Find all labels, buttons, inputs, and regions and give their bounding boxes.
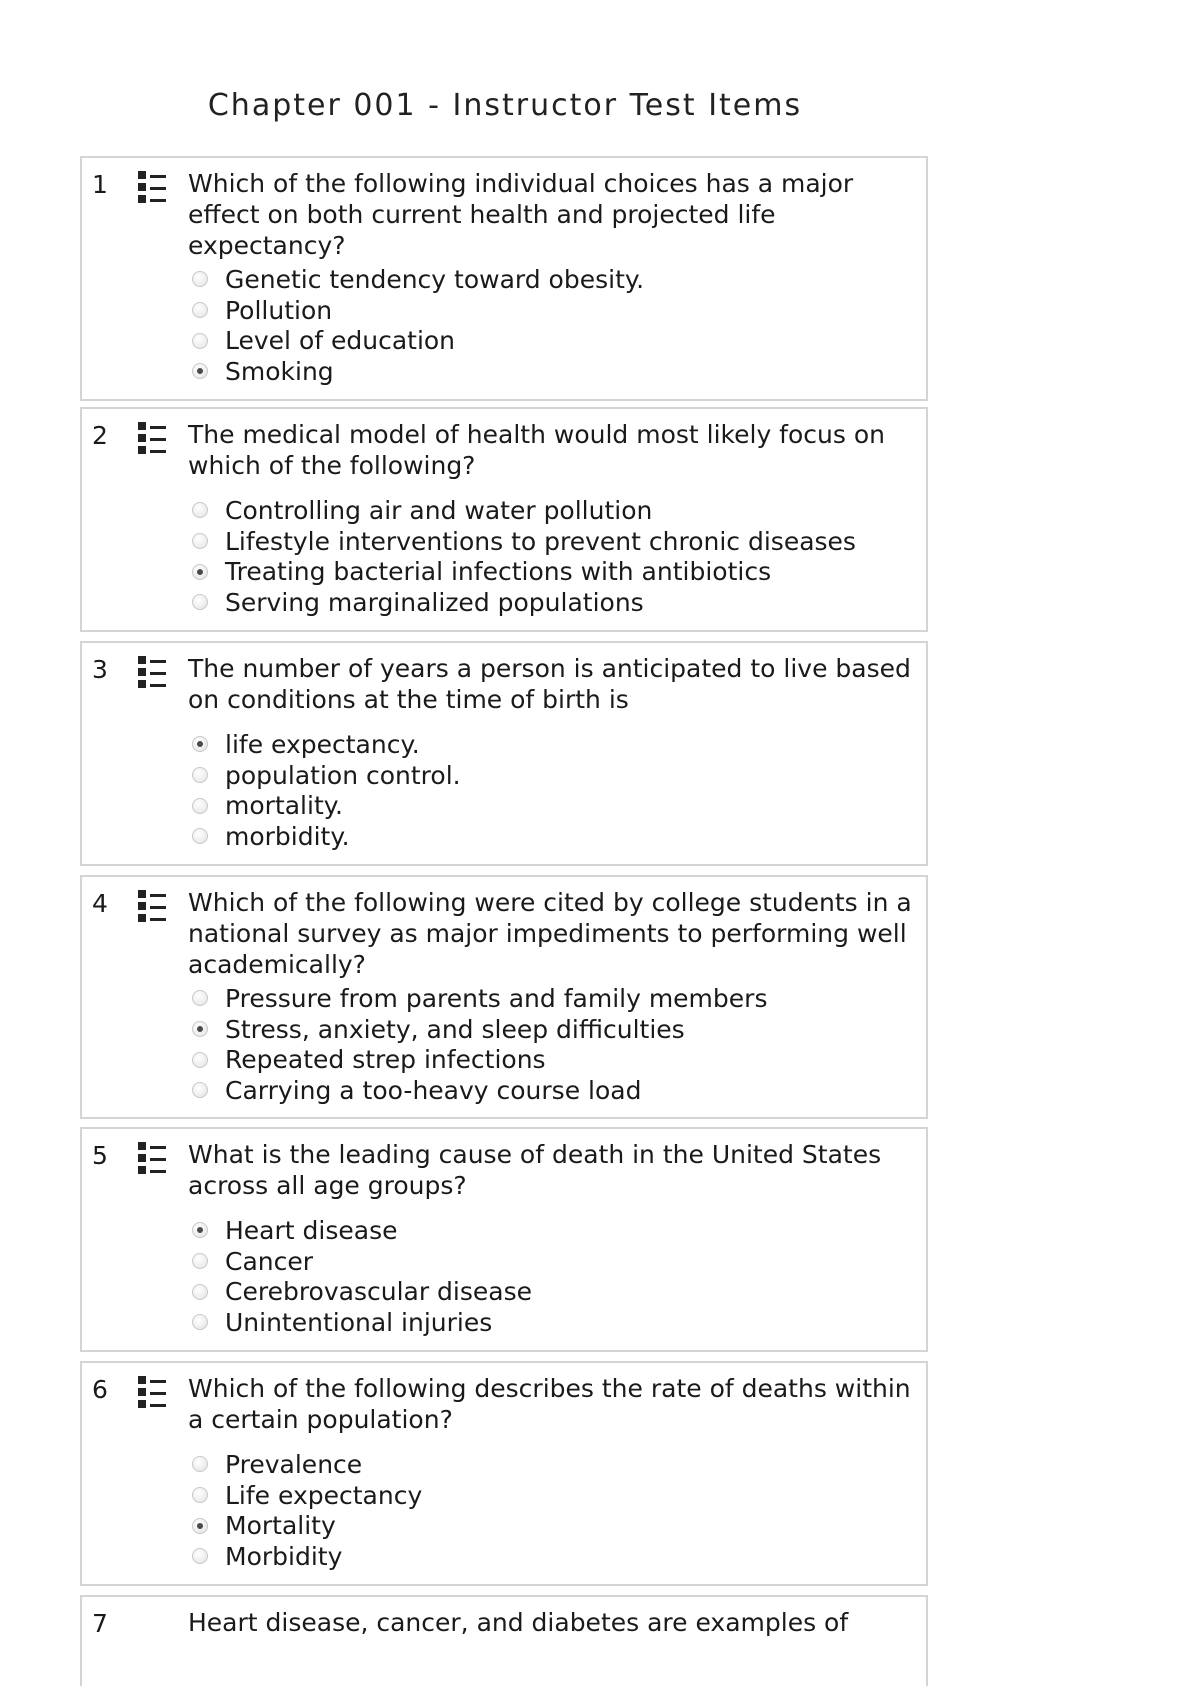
answer-option[interactable]: [192, 729, 461, 760]
answer-option[interactable]: [192, 295, 644, 326]
multiple-choice-icon: [136, 656, 176, 700]
option-label: Repeated strep infections: [225, 1045, 546, 1075]
option-label: Lifestyle interventions to prevent chronic diseases: [225, 526, 856, 556]
radio-button[interactable]: [192, 1082, 208, 1098]
answer-option[interactable]: [192, 1480, 422, 1511]
radio-button[interactable]: [192, 767, 208, 783]
answer-option[interactable]: [192, 1044, 767, 1075]
answer-option[interactable]: [192, 1541, 422, 1572]
multiple-choice-icon: [136, 1376, 176, 1420]
question-number: 6: [92, 1375, 108, 1404]
question-card: [80, 875, 928, 1119]
answer-option[interactable]: [192, 1510, 422, 1541]
radio-button[interactable]: [192, 1548, 208, 1564]
option-label: Morbidity: [225, 1541, 343, 1571]
question-text: Which of the following describes the rate of deaths within a certain population?: [188, 1374, 911, 1434]
multiple-choice-icon: [136, 171, 176, 215]
radio-button[interactable]: [192, 1487, 208, 1503]
question-number: 5: [92, 1141, 108, 1170]
option-label: Heart disease: [225, 1215, 398, 1245]
radio-button-selected[interactable]: [192, 736, 208, 752]
answer-options: [192, 983, 767, 1106]
question-card: [80, 1361, 928, 1586]
question-number: 2: [92, 421, 108, 450]
question-number: 4: [92, 889, 108, 918]
answer-option[interactable]: [192, 1449, 422, 1480]
option-label: Cerebrovascular disease: [225, 1277, 533, 1307]
option-label: morbidity.: [225, 821, 350, 851]
question-number: 1: [92, 170, 108, 199]
answer-option[interactable]: [192, 356, 644, 387]
question-text: Heart disease, cancer, and diabetes are examples of: [188, 1608, 849, 1637]
question-card: [80, 641, 928, 866]
option-label: Stress, anxiety, and sleep difficulties: [225, 1014, 685, 1044]
option-label: Mortality: [225, 1511, 336, 1541]
question-text: Which of the following were cited by college students in a national survey as major impediments to performing well academically?: [188, 888, 912, 979]
option-label: population control.: [225, 760, 461, 790]
option-label: Pollution: [225, 295, 333, 325]
answer-option[interactable]: [192, 1307, 532, 1338]
option-label: Unintentional injuries: [225, 1307, 493, 1337]
radio-button[interactable]: [192, 798, 208, 814]
option-label: Treating bacterial infections with antibiotics: [225, 557, 772, 587]
question-text: The number of years a person is anticipated to live based on conditions at the time of birth is: [188, 654, 911, 714]
answer-options: [192, 729, 461, 852]
option-label: life expectancy.: [225, 729, 420, 759]
question-card: [80, 156, 928, 401]
radio-button[interactable]: [192, 1284, 208, 1300]
radio-button-selected[interactable]: [192, 1222, 208, 1238]
answer-option[interactable]: [192, 526, 856, 557]
radio-button[interactable]: [192, 828, 208, 844]
answer-option[interactable]: [192, 1075, 767, 1106]
question-number: 7: [92, 1609, 108, 1638]
answer-option[interactable]: [192, 325, 644, 356]
multiple-choice-icon: [136, 890, 176, 934]
answer-option[interactable]: [192, 587, 856, 618]
question-number: 3: [92, 655, 108, 684]
option-label: Cancer: [225, 1246, 314, 1276]
radio-button-selected[interactable]: [192, 1518, 208, 1534]
answer-option[interactable]: [192, 495, 856, 526]
answer-options: [192, 264, 644, 387]
answer-option[interactable]: [192, 790, 461, 821]
answer-option[interactable]: [192, 264, 644, 295]
option-label: Carrying a too-heavy course load: [225, 1075, 642, 1105]
answer-option[interactable]: [192, 1014, 767, 1045]
radio-button[interactable]: [192, 302, 208, 318]
question-card: [80, 1127, 928, 1352]
radio-button[interactable]: [192, 990, 208, 1006]
radio-button-selected[interactable]: [192, 363, 208, 379]
radio-button[interactable]: [192, 1456, 208, 1472]
option-label: Genetic tendency toward obesity.: [225, 264, 645, 294]
answer-option[interactable]: [192, 983, 767, 1014]
answer-options: [192, 1449, 422, 1572]
option-label: Life expectancy: [225, 1480, 423, 1510]
question-card: [80, 407, 928, 632]
radio-button[interactable]: [192, 1253, 208, 1269]
radio-button[interactable]: [192, 1314, 208, 1330]
answer-option[interactable]: [192, 1246, 532, 1277]
option-label: Controlling air and water pollution: [225, 495, 653, 525]
radio-button[interactable]: [192, 594, 208, 610]
answer-option[interactable]: [192, 1215, 532, 1246]
option-label: Smoking: [225, 356, 334, 386]
radio-button[interactable]: [192, 1052, 208, 1068]
question-card: [80, 1595, 928, 1686]
option-label: Level of education: [225, 326, 456, 356]
radio-button[interactable]: [192, 502, 208, 518]
answer-option[interactable]: [192, 1276, 532, 1307]
option-label: Serving marginalized populations: [225, 587, 644, 617]
question-text: The medical model of health would most likely focus on which of the following?: [188, 420, 885, 480]
radio-button-selected[interactable]: [192, 564, 208, 580]
question-text: Which of the following individual choices has a major effect on both current health and projected life expectancy?: [188, 169, 854, 260]
radio-button-selected[interactable]: [192, 1021, 208, 1037]
option-label: mortality.: [225, 791, 343, 821]
answer-option[interactable]: [192, 556, 856, 587]
multiple-choice-icon: [136, 1142, 176, 1186]
question-text: What is the leading cause of death in the United States across all age groups?: [188, 1140, 882, 1200]
answer-option[interactable]: [192, 821, 461, 852]
page-title: Chapter 001 - Instructor Test Items: [207, 88, 803, 123]
radio-button[interactable]: [192, 533, 208, 549]
option-label: Pressure from parents and family members: [225, 983, 768, 1013]
radio-button[interactable]: [192, 271, 208, 287]
radio-button[interactable]: [192, 333, 208, 349]
option-label: Prevalence: [225, 1449, 363, 1479]
answer-option[interactable]: [192, 760, 461, 791]
multiple-choice-icon: [136, 422, 176, 466]
answer-options: [192, 1215, 532, 1338]
answer-options: [192, 495, 856, 618]
